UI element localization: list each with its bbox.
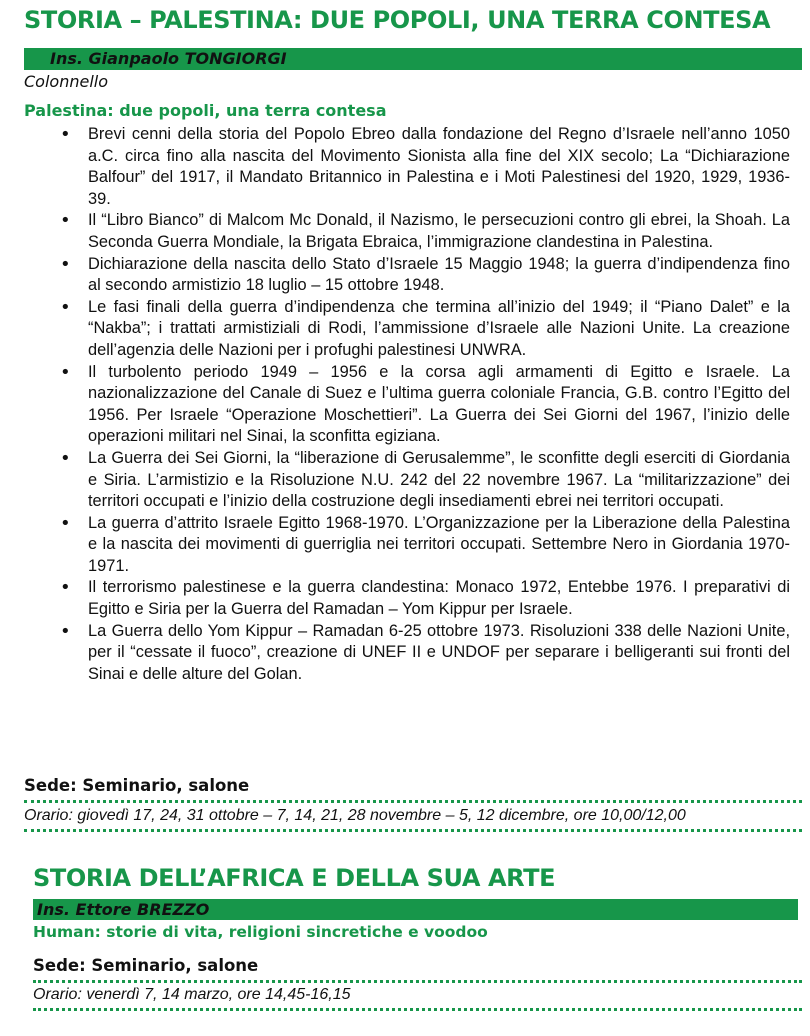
schedule-text: Orario: giovedì 17, 24, 31 ottobre – 7, 14, 21, 28 novembre – 5, 12 dicembre, ore 10,00/12,00 bbox=[24, 807, 686, 824]
topic-text: Dichiarazione della nascita dello Stato d’Israele 15 Maggio 1948; la guerra d’indipendenza fino al secondo armistizio 18 luglio – 15 ottobre 1948. bbox=[88, 254, 790, 295]
topic-item bbox=[0, 577, 810, 620]
topic-text: Le fasi finali della guerra d’indipendenza che termina all’inizio del 1949; il “Piano Dalet” e la “Nakba”; i trattati armistiziali di Rodi, l’ammissione d’Israele alle Nazioni Unite. La creazione dell’agenzia delle Nazioni per i profughi palestinesi UNWRA. bbox=[88, 297, 790, 359]
topic-text: Brevi cenni della storia del Popolo Ebreo dalla fondazione del Regno d’Israele nell’anno 1050 a.C. circa fino alla nascita del Movimento Sionista alla fine del XIX secolo; La “Dichiarazione Balfour” del 1917, il Mandato Britannico in Palestina e i Moti Palestinesi del 1920, 1929, 1936-39. bbox=[88, 125, 790, 208]
bullet-icon: • bbox=[60, 512, 71, 534]
teacher-role: Colonnello bbox=[24, 72, 108, 91]
bullet-icon: • bbox=[60, 253, 71, 275]
course-subtitle: Human: storie di vita, religioni sincretiche e voodoo bbox=[33, 923, 488, 941]
dotted-divider bbox=[24, 800, 802, 803]
topic-list bbox=[0, 124, 810, 685]
teacher-name: Ins. Gianpaolo TONGIORGI bbox=[50, 49, 287, 68]
topic-item bbox=[0, 297, 810, 362]
dotted-divider bbox=[33, 980, 802, 983]
dotted-divider bbox=[24, 829, 802, 832]
bullet-icon: • bbox=[60, 296, 71, 318]
topic-text: La guerra d’attrito Israele Egitto 1968-1970. L’Organizzazione per la Liberazione della Palestina e la nascita dei movimenti di guerriglia nei territori occupati. Settembre Nero in Giordania 1970-1971. bbox=[88, 513, 790, 575]
bullet-icon: • bbox=[60, 447, 71, 469]
bullet-icon: • bbox=[60, 361, 71, 383]
topic-text: La Guerra dei Sei Giorni, la “liberazione di Gerusalemme”, le sconfitte degli eserciti di Giordania e Siria. L’armistizio e la Risoluzione N.U. 242 del 22 novembre 1967. La “militarizzazione” dei territori occupati e l’inizio della costruzione degli insediamenti ebrei nei territori occupati. bbox=[88, 448, 790, 511]
bullet-icon: • bbox=[60, 620, 71, 642]
teacher-name: Ins. Ettore BREZZO bbox=[37, 900, 210, 919]
venue-label: Sede: Seminario, salone bbox=[24, 776, 250, 795]
topic-item bbox=[0, 210, 810, 253]
topic-text: La Guerra dello Yom Kippur – Ramadan 6-25 ottobre 1973. Risoluzioni 338 delle Nazioni Unite, per il “cessate il fuoco”, creazione di UNEF II e UNDOF per separare i belligeranti sui fronti del Sinai e delle alture del Golan. bbox=[88, 621, 790, 683]
teacher-bar bbox=[33, 899, 798, 920]
dotted-divider bbox=[33, 1008, 802, 1011]
topic-item bbox=[0, 448, 810, 513]
bullet-icon: • bbox=[60, 124, 71, 145]
course-subtitle: Palestina: due popoli, una terra contesa bbox=[24, 101, 387, 120]
topic-item bbox=[0, 254, 810, 297]
topic-text: Il turbolento periodo 1949 – 1956 e la corsa agli armamenti di Egitto e Israele. La nazionalizzazione del Canale di Suez e l’ultima guerra coloniale Francia, G.B. contro l’Egitto del 1956. Per Israele “Operazione Moschettieri”. La Guerra dei Sei Giorni del 1967, l’inizio delle operazioni militari nel Sinai, la sconfitta egiziana. bbox=[88, 362, 790, 446]
course-title: STORIA DELL’AFRICA E DELLA SUA ARTE bbox=[33, 864, 556, 892]
topic-item bbox=[0, 362, 810, 448]
topic-text: Il “Libro Bianco” di Malcom Mc Donald, il Nazismo, le persecuzioni contro gli ebrei, la Shoah. La Seconda Guerra Mondiale, la Brigata Ebraica, l’immigrazione clandestina in Palestina. bbox=[88, 211, 790, 251]
topic-item bbox=[0, 513, 810, 578]
teacher-bar bbox=[24, 48, 802, 70]
course-title: STORIA – PALESTINA: DUE POPOLI, UNA TERRA CONTESA bbox=[24, 6, 771, 34]
topic-item bbox=[0, 621, 810, 686]
bullet-icon: • bbox=[60, 577, 71, 599]
schedule-text: Orario: venerdì 7, 14 marzo, ore 14,45-16,15 bbox=[33, 986, 351, 1003]
topic-text: Il terrorismo palestinese e la guerra clandestina: Monaco 1972, Entebbe 1976. I preparativi di Egitto e Siria per la Guerra del Ramadan – Yom Kippur per Israele. bbox=[88, 578, 790, 619]
topic-item bbox=[0, 124, 810, 210]
bullet-icon: • bbox=[60, 210, 71, 232]
venue-label: Sede: Seminario, salone bbox=[33, 956, 259, 975]
